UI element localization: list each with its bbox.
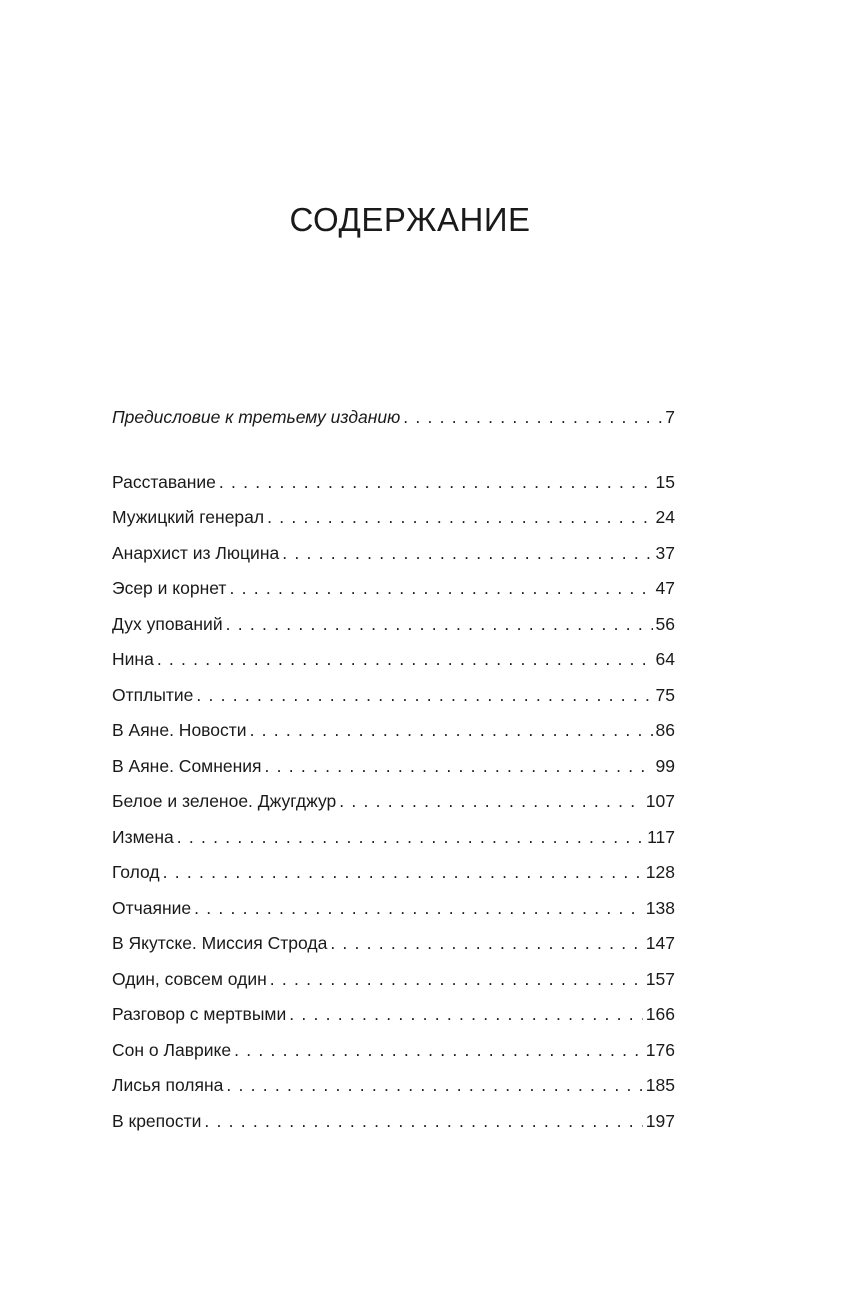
toc-entry-title: Белое и зеленое. Джугджур xyxy=(112,791,337,811)
toc-entry-title: Отчаяние xyxy=(112,897,192,918)
toc-entry[interactable] xyxy=(112,820,675,856)
toc-entry[interactable] xyxy=(112,749,675,785)
dot-leader xyxy=(265,749,653,785)
toc-entry-page: 138 xyxy=(645,897,675,918)
dot-leader xyxy=(194,891,643,927)
toc-entry-title: Разговор с мертвыми xyxy=(112,1004,287,1024)
toc-entry[interactable] xyxy=(112,855,675,891)
toc-entry-preface[interactable] xyxy=(112,400,675,436)
toc-entry-title: Голод xyxy=(112,862,160,882)
toc-entry-title: Сон о Лаврике xyxy=(112,1039,232,1060)
toc-entry-page: 99 xyxy=(655,755,675,776)
page-title: СОДЕРЖАНИЕ xyxy=(289,201,531,238)
toc-entry[interactable] xyxy=(112,713,675,749)
dot-leader xyxy=(270,962,643,998)
toc-entry-page: 147 xyxy=(645,933,675,953)
toc-entry-title: Лисья поляна xyxy=(112,1075,224,1095)
toc-entry[interactable] xyxy=(112,784,675,820)
toc-entry[interactable] xyxy=(112,1033,675,1069)
dot-leader xyxy=(339,784,643,820)
dot-leader xyxy=(157,642,653,678)
dot-leader xyxy=(267,500,652,536)
toc-entry-page: 86 xyxy=(655,720,675,740)
toc-entry-page: 185 xyxy=(645,1075,675,1095)
toc-entry-page: 15 xyxy=(655,471,675,492)
toc-entry-title: В Аяне. Сомнения xyxy=(112,755,262,776)
toc-entry[interactable] xyxy=(112,926,675,962)
toc-entry-title: Анархист из Люцина xyxy=(112,542,280,563)
toc-entry-page: 166 xyxy=(645,1004,675,1024)
dot-leader xyxy=(282,536,652,572)
dot-leader xyxy=(229,571,652,607)
toc-entry-page: 107 xyxy=(645,791,675,811)
toc-entry[interactable] xyxy=(112,536,675,572)
toc-entry-title: Измена xyxy=(112,826,174,847)
toc-entry[interactable] xyxy=(112,571,675,607)
toc-entry[interactable] xyxy=(112,997,675,1033)
toc-entry-page: 157 xyxy=(645,968,675,989)
toc-entry[interactable] xyxy=(112,1104,675,1140)
toc-entry-page: 7 xyxy=(665,407,675,427)
dot-leader xyxy=(219,465,653,501)
dot-leader xyxy=(177,820,644,856)
dot-leader xyxy=(163,855,643,891)
toc-entry-page: 24 xyxy=(655,507,675,527)
dot-leader xyxy=(330,926,642,962)
toc-entry-page: 117 xyxy=(647,826,675,847)
dot-leader xyxy=(196,678,652,714)
toc-entry-title: Эсер и корнет xyxy=(112,578,227,598)
toc-entry-title: Мужицкий генерал xyxy=(112,507,265,527)
toc-entry-page: 56 xyxy=(655,613,675,634)
toc-entry[interactable] xyxy=(112,678,675,714)
toc-entry-title: Дух упований xyxy=(112,613,223,634)
toc-entry-title: Нина xyxy=(112,649,154,669)
toc-entry[interactable] xyxy=(112,642,675,678)
toc-entry[interactable] xyxy=(112,1068,675,1104)
toc-entry-title: Один, совсем один xyxy=(112,968,267,989)
toc-entry[interactable] xyxy=(112,962,675,998)
toc-entry-page: 75 xyxy=(655,684,675,705)
dot-leader xyxy=(226,1068,642,1104)
dot-leader xyxy=(226,607,653,643)
dot-leader xyxy=(234,1033,643,1069)
toc-entry-title: В крепости xyxy=(112,1110,202,1131)
toc-entry-title: В Аяне. Новости xyxy=(112,720,247,740)
dot-leader xyxy=(403,400,662,436)
toc-entry-page: 37 xyxy=(655,542,675,563)
toc-entry-page: 197 xyxy=(645,1110,675,1131)
toc-entry[interactable] xyxy=(112,891,675,927)
toc-entry-title: Отплытие xyxy=(112,684,194,705)
toc-entry-title: Расставание xyxy=(112,471,216,492)
toc-entry[interactable] xyxy=(112,607,675,643)
dot-leader xyxy=(289,997,643,1033)
dot-leader xyxy=(204,1104,642,1140)
dot-leader xyxy=(250,713,653,749)
toc-entry[interactable] xyxy=(112,500,675,536)
toc-entry[interactable] xyxy=(112,465,675,501)
toc-entry-page: 64 xyxy=(655,649,675,669)
table-of-contents xyxy=(112,400,675,1139)
toc-entry-title: В Якутске. Миссия Строда xyxy=(112,933,328,953)
toc-entry-page: 128 xyxy=(645,862,675,882)
toc-entry-page: 47 xyxy=(655,578,675,598)
toc-entry-title: Предисловие к третьему изданию xyxy=(112,407,401,427)
toc-entry-page: 176 xyxy=(645,1039,675,1060)
